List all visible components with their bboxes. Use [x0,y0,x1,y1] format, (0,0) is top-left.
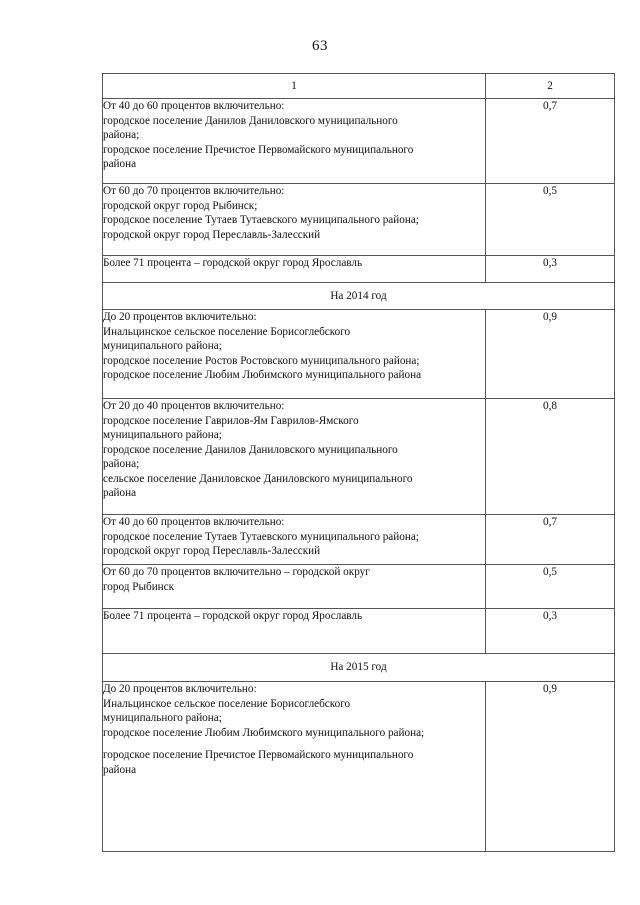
description-line: городское поселение Тутаев Тутаевского муниципального района; [103,530,419,543]
description-line: района [103,158,137,170]
description-line: района [103,763,137,776]
page-number: 63 [312,38,328,54]
row-coefficient: 0,9 [486,310,615,399]
description-line: городское поселение Любим Любимского муниципального района; [103,726,425,739]
row-coefficient: 0,5 [486,565,615,609]
description-line: До 20 процентов включительно: [103,683,257,695]
row-coefficient: 0,9 [486,682,615,852]
table-row [103,682,615,852]
description-line: городской округ город Переславль-Залесский [103,228,321,241]
year-row [103,283,615,310]
table-row [103,310,615,399]
description-line: муниципального района; [103,429,222,441]
description-line: муниципального района; [103,340,222,352]
row-description [103,515,486,565]
description-line: городское поселение Любим Любимского муниципального района [103,369,422,381]
description-line: района; [103,129,140,141]
description-line: городское поселение Ростов Ростовского муниципального района; [103,354,420,367]
description-line: Более 71 процента – городской округ город Ярославль [103,257,363,269]
row-description [103,565,486,609]
row-coefficient: 0,3 [486,609,615,654]
year-heading: На 2014 год [103,283,615,310]
table-header-row [103,74,615,99]
row-description [103,99,486,184]
column-header-1: 1 [103,74,486,99]
table-row [103,609,615,654]
description-line: До 20 процентов включительно: [103,311,257,323]
row-coefficient: 0,7 [486,515,615,565]
table-row [103,99,615,184]
description-line: От 60 до 70 процентов включительно: [103,185,285,197]
row-description [103,256,486,283]
row-description [103,184,486,256]
row-description [103,609,486,654]
column-header-2: 2 [486,74,615,99]
description-line: От 60 до 70 процентов включительно – городской округ [103,566,370,578]
description-line: От 40 до 60 процентов включительно: [103,100,285,112]
coefficient-table [102,73,615,852]
description-line: сельское поселение Даниловское Даниловского муниципального [103,472,413,485]
table-row [103,184,615,256]
description-line: городское поселение Тутаев Тутаевского муниципального района; [103,214,419,226]
table-row [103,256,615,283]
description-line: района; [103,458,140,470]
description-line: городской округ город Переславль-Залесский [103,545,321,557]
description-line: городское поселение Пречистое Первомайского муниципального [103,143,414,156]
year-row [103,654,615,682]
row-coefficient: 0,5 [486,184,615,256]
line-gap [103,740,485,748]
row-coefficient: 0,8 [486,399,615,515]
table-row [103,565,615,609]
table-row [103,399,615,515]
row-coefficient: 0,7 [486,99,615,184]
row-coefficient: 0,3 [486,256,615,283]
description-line: Более 71 процента – городской округ город Ярославль [103,610,363,622]
description-line: Инальцинское сельское поселение Борисоглебского [103,325,351,338]
description-line: От 40 до 60 процентов включительно: [103,516,285,528]
table-row [103,515,615,565]
description-line: района [103,487,137,499]
description-line: город Рыбинск [103,580,175,593]
description-line: городское поселение Гаврилов-Ям Гаврилов-Ямского [103,414,359,427]
description-line: городское поселение Данилов Даниловского муниципального [103,114,398,127]
description-line: От 20 до 40 процентов включительно: [103,400,285,412]
description-line: городское поселение Данилов Даниловского муниципального [103,443,398,456]
row-description [103,310,486,399]
description-line: городское поселение Пречистое Первомайского муниципального [103,749,414,761]
row-description [103,682,486,852]
description-line: муниципального района; [103,712,222,724]
year-heading: На 2015 год [103,654,615,682]
table-body [103,74,615,852]
description-line: Инальцинское сельское поселение Борисоглебского [103,697,351,710]
row-description [103,399,486,515]
description-line: городской округ город Рыбинск; [103,199,258,212]
